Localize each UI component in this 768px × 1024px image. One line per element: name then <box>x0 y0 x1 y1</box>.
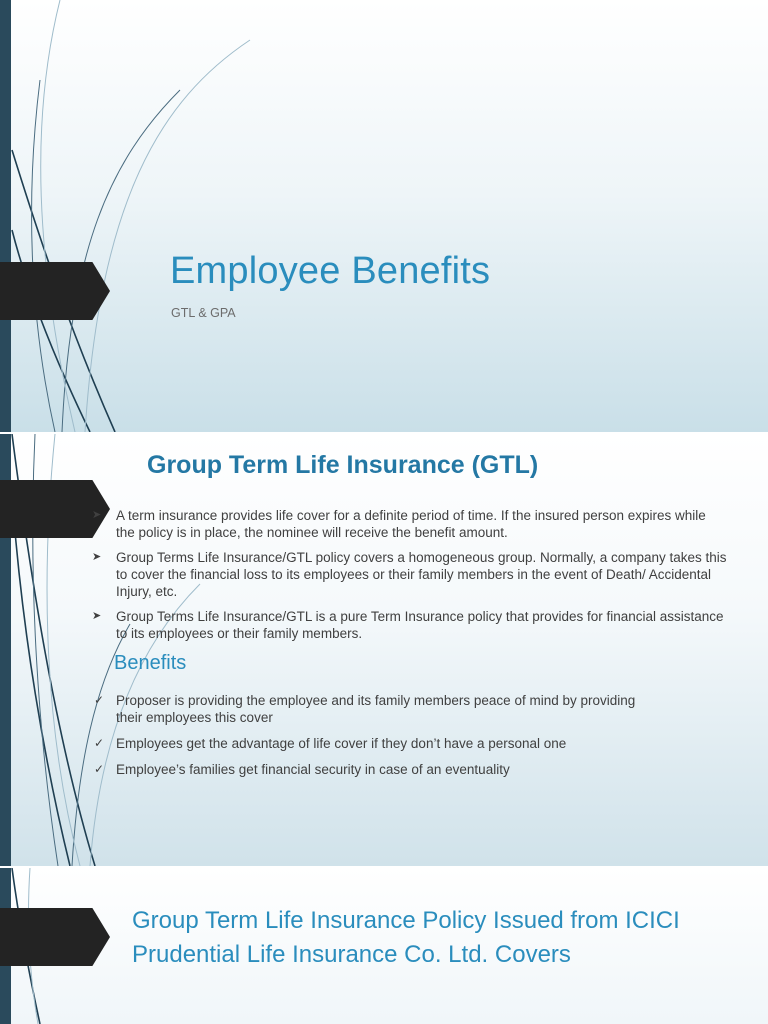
arrow-bullet-icon: ➤ <box>92 551 102 563</box>
slide-title-heading: Employee Benefits <box>170 250 491 292</box>
slide-title <box>0 0 768 432</box>
decorative-swirl <box>0 434 768 866</box>
list-item: ➤ Group Terms Life Insurance/GTL policy covers a homogeneous group. Normally, a company takes this to cover the financial loss to its employees or their family members in the event of Death/ Accidental Injury, etc. <box>92 550 727 599</box>
arrow-bullet-icon: ➤ <box>92 509 102 521</box>
list-item: ✓ Employee’s families get financial security in case of an eventuality <box>94 762 510 777</box>
gtl-bullet-list <box>92 507 728 650</box>
slide-icici-cover <box>0 868 768 1024</box>
check-icon: ✓ <box>94 693 105 707</box>
gtl-heading: Group Term Life Insurance (GTL) <box>147 451 539 479</box>
benefits-list <box>92 692 676 787</box>
check-icon: ✓ <box>94 736 105 750</box>
slide-gtl <box>0 434 768 866</box>
check-icon: ✓ <box>94 762 105 776</box>
arrow-bullet-icon: ➤ <box>92 610 102 622</box>
decorative-swirl <box>0 0 768 432</box>
icici-cover-heading: Group Term Life Insurance Policy Issued from ICICI Prudential Life Insurance Co. Ltd. Covers <box>132 907 680 968</box>
list-item: ➤ A term insurance provides life cover for a definite period of time. If the insured person expires while the policy is in place, the nominee will receive the benefit amount. <box>92 508 706 540</box>
list-item: ✓ Proposer is providing the employee and its family members peace of mind by providing their employees this cover <box>94 693 636 725</box>
slide-tab-marker <box>0 908 110 966</box>
list-item: ✓ Employees get the advantage of life cover if they don’t have a personal one <box>94 736 567 751</box>
slide-tab-marker <box>0 262 110 320</box>
slide-subtitle: GTL & GPA <box>171 306 236 320</box>
benefits-heading: Benefits <box>114 652 187 674</box>
list-item: ➤ Group Terms Life Insurance/GTL is a pure Term Insurance policy that provides for financial assistance to its employees or their family members. <box>92 609 724 641</box>
